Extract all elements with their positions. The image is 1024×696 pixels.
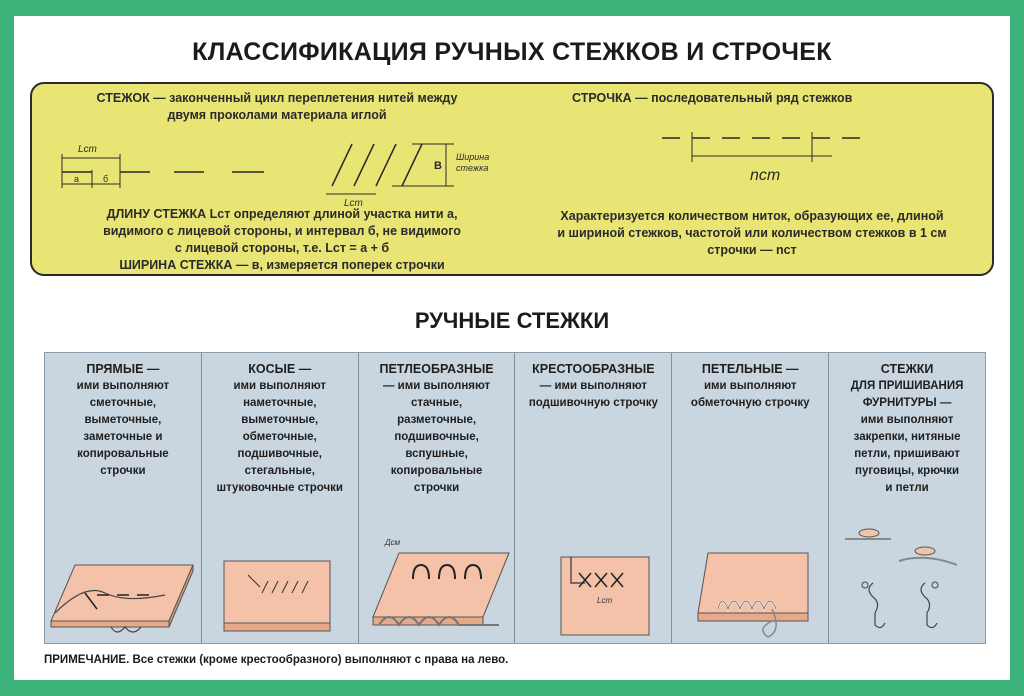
svg-text:Ширина: Ширина [456, 152, 490, 162]
oblique-stitch-illustration [202, 523, 358, 643]
seam-description: Характеризуется количеством ниток, образующих ее, длиной и шириной стежков, частотой или количеством стежков в 1 см строчки — nст [557, 209, 947, 257]
svg-text:а: а [74, 174, 80, 184]
stitch-length-diagram [42, 126, 502, 206]
stitch-types-panel [44, 352, 986, 644]
svg-text:Дсм: Дсм [384, 538, 400, 547]
column-buttonhole: ПЕТЕЛЬНЫЕ — ими выполняют обметочную строчку [672, 353, 829, 643]
svg-text:б: б [103, 174, 109, 184]
footnote: ПРИМЕЧАНИЕ. Все стежки (кроме крестообразного) выполняют с права на лево. [44, 654, 509, 666]
seam-diagram [652, 124, 892, 188]
column-oblique: КОСЫЕ — ими выполняют наметочные, выметочные, обметочные, подшивочные, стегальные, штуковочные строчки [202, 353, 359, 643]
column-loop: ПЕТЛЕОБРАЗНЫЕ — ими выполняют стачные, разметочные, подшивочные, вспушные, копировальные строчки Дсм [359, 353, 516, 643]
svg-text:Lст: Lст [78, 144, 97, 155]
loop-stitch-illustration [359, 513, 515, 643]
seam-definition: СТРОЧКА — последовательный ряд стежков [572, 91, 853, 105]
fittings-illustration [829, 513, 985, 643]
column-cross: КРЕСТООБРАЗНЫЕ — ими выполняют подшивочную строчку Lст [515, 353, 672, 643]
poster-board [14, 16, 1010, 680]
svg-text:Lст: Lст [344, 198, 363, 206]
svg-text:Lст: Lст [597, 596, 613, 605]
svg-text:стежка: стежка [456, 163, 489, 173]
cross-stitch-illustration [515, 523, 671, 643]
stitch-definition: СТЕЖОК — законченный цикл переплетения нитей между двумя проколами материала иглой [96, 91, 458, 122]
svg-text:В: В [434, 160, 442, 172]
straight-stitch-illustration [45, 523, 201, 643]
column-straight: ПРЯМЫЕ — ими выполняют сметочные, выметочные, заметочные и копировальные строчки [45, 353, 202, 643]
definitions-box [30, 82, 994, 276]
stitch-length-definition: ДЛИНУ СТЕЖКА Lст определяют длиной участка нити а, видимого с лицевой стороны, и интервал б, не видимого с лицевой стороны, т.е. Lст = а + б ШИРИНА СТЕЖКА — в, измеряется поперек строчки [103, 207, 461, 272]
svg-text:nст: nст [750, 167, 781, 184]
column-fittings: СТЕЖКИ ДЛЯ ПРИШИВАНИЯ ФУРНИТУРЫ — ими выполняют закрепки, нитяные петли, пришивают пуговицы, крючки и петли [829, 353, 985, 643]
page-title: КЛАССИФИКАЦИЯ РУЧНЫХ СТЕЖКОВ И СТРОЧЕК [192, 38, 832, 66]
section-title: РУЧНЫЕ СТЕЖКИ [414, 308, 610, 333]
buttonhole-stitch-illustration [672, 513, 828, 643]
